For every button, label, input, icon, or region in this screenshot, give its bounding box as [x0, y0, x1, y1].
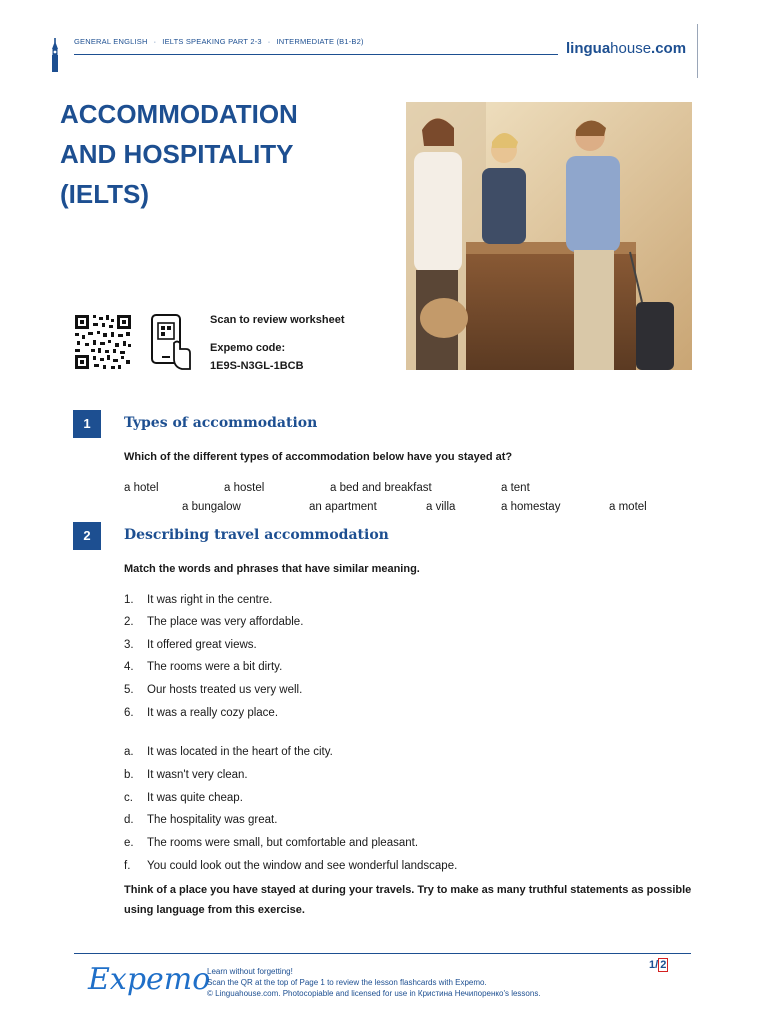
- brand-suffix: .com: [651, 40, 687, 57]
- list-item: d. The hospitality was great.: [124, 814, 278, 826]
- word-option: a tent: [501, 482, 530, 494]
- list-item: 2. The place was very affordable.: [124, 616, 304, 628]
- list-item: 3. It offered great views.: [124, 639, 257, 651]
- expemo-code-label: Expemo code:: [210, 342, 286, 354]
- breadcrumb-separator: ·: [267, 37, 271, 46]
- list-item: 6. It was a really cozy place.: [124, 707, 279, 719]
- word-option: a motel: [609, 501, 647, 513]
- title-line: AND HOSPITALITY: [60, 139, 294, 169]
- breadcrumb-item-level[interactable]: INTERMEDIATE (B1-B2): [276, 37, 364, 46]
- page-separator: /: [655, 959, 659, 971]
- header-vertical-divider: [697, 24, 698, 78]
- big-ben-icon: [50, 38, 60, 72]
- scan-label: Scan to review worksheet: [210, 314, 345, 326]
- list-item: f. You could look out the window and see wonderful landscape.: [124, 860, 458, 872]
- word-option: a hotel: [124, 482, 159, 494]
- word-option: a homestay: [501, 501, 561, 513]
- breadcrumb-separator: ·: [153, 37, 157, 46]
- list-item: c. It was quite cheap.: [124, 792, 243, 804]
- section-title: Describing travel accommodation: [124, 527, 389, 543]
- footer-scan-note: Scan the QR at the top of Page 1 to review the lesson flashcards with Expemo.: [207, 978, 487, 987]
- list-item: b. It wasn't very clean.: [124, 769, 248, 781]
- brand-bold: lingua: [566, 40, 611, 57]
- page-indicator: [649, 959, 668, 971]
- word-option: a bed and breakfast: [330, 482, 432, 494]
- breadcrumb-item-topic[interactable]: IELTS SPEAKING PART 2-3: [162, 37, 262, 46]
- follow-up-instruction: Think of a place you have stayed at during your travels. Try to make as many truthful statements as possible using language from this exercise.: [124, 884, 692, 916]
- breadcrumb-item-course[interactable]: GENERAL ENGLISH: [74, 37, 148, 46]
- page-next-link[interactable]: 2: [660, 959, 667, 971]
- hotel-reception-photo: [406, 102, 692, 370]
- word-option: an apartment: [309, 501, 377, 513]
- expemo-logo[interactable]: Expemo: [88, 962, 211, 997]
- header-divider: [74, 54, 558, 55]
- section-instruction: Match the words and phrases that have similar meaning.: [124, 563, 420, 575]
- page-current: 1: [649, 959, 656, 971]
- footer-text: [207, 966, 541, 999]
- page-title: [60, 94, 380, 214]
- section-number: 1: [73, 410, 101, 438]
- breadcrumb: [74, 37, 364, 46]
- section-title: Types of accommodation: [124, 415, 318, 431]
- footer-tagline: Learn without forgetting!: [207, 967, 293, 976]
- qr-code-icon[interactable]: [73, 313, 133, 371]
- list-item: a. It was located in the heart of the city.: [124, 746, 333, 758]
- word-option: a bungalow: [182, 501, 241, 513]
- section-number: 2: [73, 522, 101, 550]
- list-item: e. The rooms were small, but comfortable and pleasant.: [124, 837, 419, 849]
- list-item: 5. Our hosts treated us very well.: [124, 684, 303, 696]
- footer-copyright: © Linguahouse.com. Photocopiable and licensed for use in Кристина Нечипоренко's lessons.: [207, 989, 541, 998]
- title-line: ACCOMMODATION: [60, 99, 298, 129]
- brand-regular: house: [610, 40, 652, 57]
- section-instruction: Which of the different types of accommodation below have you stayed at?: [124, 451, 513, 463]
- phone-scan-icon: [150, 313, 192, 371]
- title-line: (IELTS): [60, 179, 150, 209]
- footer-divider: [74, 953, 691, 954]
- brand-logo[interactable]: [566, 40, 686, 57]
- list-item: 4. The rooms were a bit dirty.: [124, 661, 283, 673]
- expemo-code-value: 1E9S-N3GL-1BCB: [210, 360, 304, 372]
- qr-info: [210, 313, 345, 373]
- word-option: a villa: [426, 501, 456, 513]
- word-option: a hostel: [224, 482, 265, 494]
- list-item: 1. It was right in the centre.: [124, 594, 273, 606]
